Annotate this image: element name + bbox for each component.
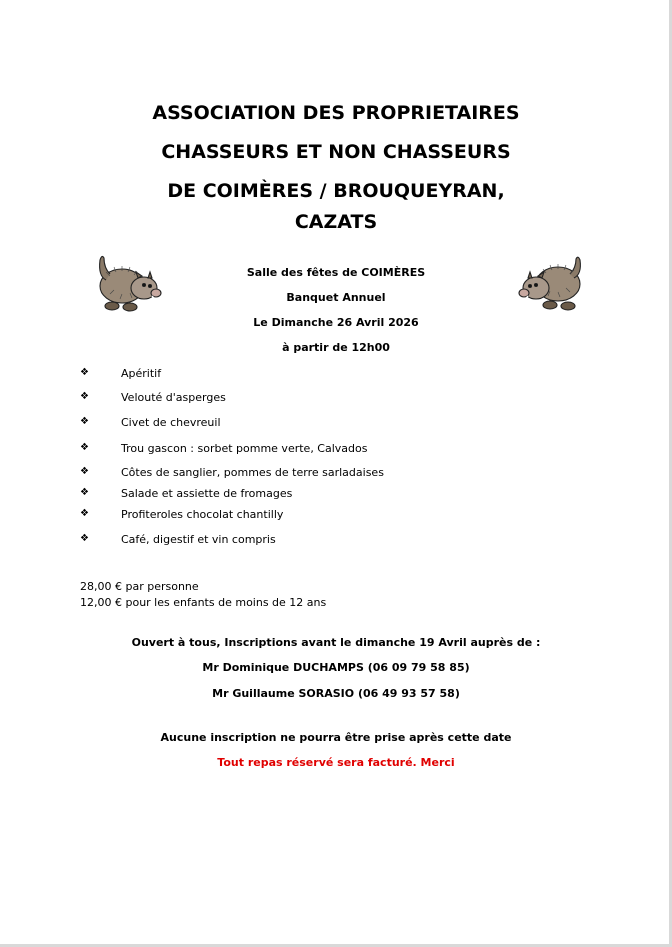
event-name: Banquet Annuel <box>286 291 386 304</box>
diamond-bullet-icon: ❖ <box>80 533 89 544</box>
diamond-bullet-icon: ❖ <box>80 442 89 453</box>
deadline-note: Aucune inscription ne pourra être prise après cette date <box>160 731 512 744</box>
diamond-bullet-icon: ❖ <box>80 487 89 498</box>
menu-item-label: Café, digestif et vin compris <box>121 533 276 546</box>
contact-duchamps: Mr Dominique DUCHAMPS (06 09 79 58 85) <box>202 661 470 674</box>
billing-warning: Tout repas réservé sera facturé. Merci <box>217 756 455 769</box>
diamond-bullet-icon: ❖ <box>80 508 89 519</box>
diamond-bullet-icon: ❖ <box>80 367 89 378</box>
menu-item-label: Trou gascon : sorbet pomme verte, Calvados <box>121 442 368 455</box>
diamond-bullet-icon: ❖ <box>80 416 89 427</box>
menu-item-label: Salade et assiette de fromages <box>121 487 293 500</box>
title-line-2: CHASSEURS ET NON CHASSEURS <box>161 141 511 163</box>
registration-intro: Ouvert à tous, Inscriptions avant le dimanche 19 Avril auprès de : <box>131 636 541 649</box>
event-venue: Salle des fêtes de COIMÈRES <box>246 266 426 279</box>
title-line-3: DE COIMÈRES / BROUQUEYRAN, <box>167 180 505 202</box>
menu-item-label: Côtes de sanglier, pommes de terre sarladaises <box>121 466 384 479</box>
menu-item-label: Profiteroles chocolat chantilly <box>121 508 284 521</box>
title-line-1: ASSOCIATION DES PROPRIETAIRES <box>152 102 520 124</box>
event-date: Le Dimanche 26 Avril 2026 <box>253 316 419 329</box>
diamond-bullet-icon: ❖ <box>80 466 89 477</box>
price-child: 12,00 € pour les enfants de moins de 12 ans <box>80 596 327 609</box>
event-time: à partir de 12h00 <box>282 341 390 354</box>
contact-sorasio: Mr Guillaume SORASIO (06 49 93 57 58) <box>212 687 460 700</box>
menu-item-label: Civet de chevreuil <box>121 416 221 429</box>
title-line-4: CAZATS <box>294 211 378 233</box>
boar-illustration-left <box>92 250 164 316</box>
diamond-bullet-icon: ❖ <box>80 391 89 402</box>
boar-illustration-right <box>518 250 590 316</box>
price-adult: 28,00 € par personne <box>80 580 199 593</box>
menu-item-label: Velouté d'asperges <box>121 391 226 404</box>
menu-item-label: Apéritif <box>121 367 162 380</box>
